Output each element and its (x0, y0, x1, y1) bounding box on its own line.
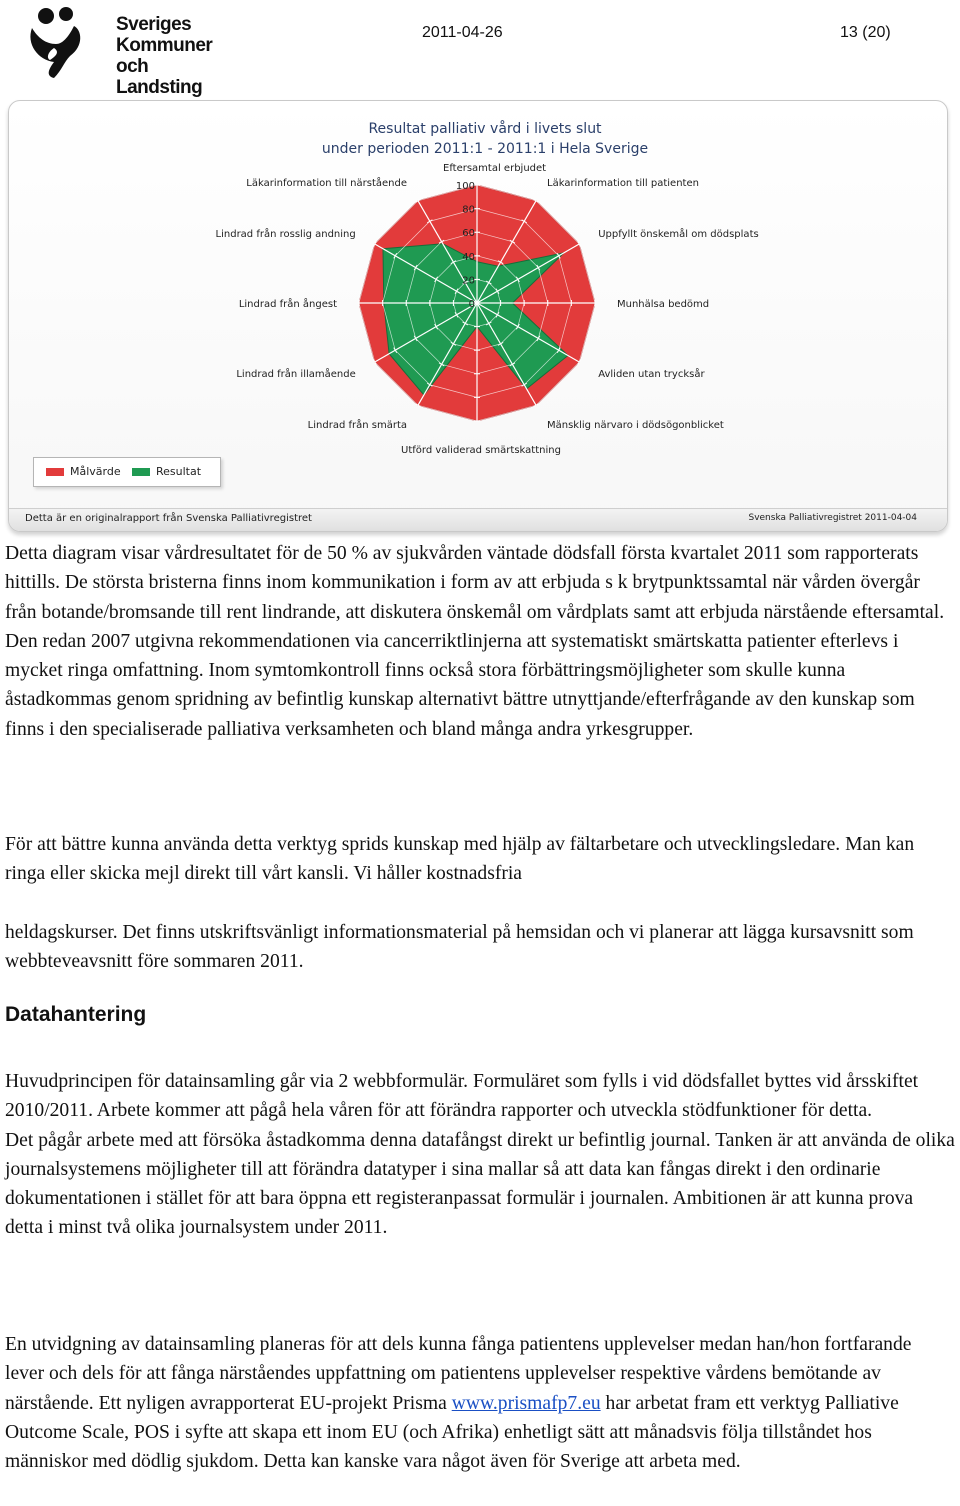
header-page-number: 13 (20) (840, 24, 891, 41)
category-label: Lindrad från smärta (307, 420, 407, 432)
chart-footer-date: Svenska Palliativregistret 2011-04-04 (748, 513, 917, 523)
category-label: Avliden utan trycksår (598, 369, 705, 380)
legend-label: Resultat (156, 465, 202, 478)
legend-label: Målvärde (70, 465, 121, 478)
legend-item-result (132, 465, 201, 478)
paragraph-text: heldagskurser. Det finns utskriftsvänligt informationsmaterial på hemsidan och vi planerar att lägga kursavsnitt som webbteveavsnitt före sommaren 2011. (5, 922, 914, 973)
paragraph-text-before: En utvidgning av datainsamling planeras för att dels kunna fånga patientens upplevelser medan han/hon fortfarande lever och dels för att fånga närståendes uppfattning om patientens upplevelser respektive vårdens bemötande av närstående. Ett nyligen avrapporterat EU-projekt Prisma (5, 1334, 912, 1414)
category-label: Lindrad från ångest (238, 299, 337, 310)
scale-tick-label: 40 (462, 251, 475, 263)
logo-line: och Landsting (116, 56, 203, 98)
scale-tick-label: 60 (462, 228, 475, 240)
scale-tick-label: 20 (462, 275, 475, 287)
category-label: Uppfyllt önskemål om dödsplats (598, 229, 759, 240)
category-label: Lindrad från rosslig andning (215, 229, 356, 240)
paragraph-expansion (5, 1330, 955, 1476)
chart-footer-source: Detta är en originalrapport från Svenska Palliativregistret (25, 513, 312, 524)
legend-swatch-target (46, 468, 64, 476)
chart-legend (33, 457, 221, 487)
paragraph-data-collection (5, 1067, 955, 1243)
paragraph-text: För att bättre kunna använda detta verktyg sprids kunskap med hjälp av fältarbetare och utvecklingsledare. Man kan ringa eller skicka mejl direkt till vårt kansli. Vi håller kostnadsfria (5, 834, 915, 885)
chart-footer (9, 508, 947, 531)
category-label: Läkarinformation till patienten (547, 177, 699, 189)
category-label: Utförd validerad smärtskattning (401, 445, 561, 456)
skl-logo-text (116, 14, 224, 98)
paragraph-text: Huvudprincipen för datainsamling går via 2 webbformulär. Formuläret som fylls i vid dödsfallet byttes vid årsskiftet 2010/2011. Arbete kommer att pågå hela våren för att förändra rapporter och utveckla stödfunktioner för detta. (5, 1071, 919, 1122)
skl-logo (24, 4, 224, 98)
category-label: Lindrad från illamående (236, 369, 356, 380)
category-label: Läkarinformation till närstående (246, 177, 407, 189)
paragraph-knowledge-spread (5, 830, 955, 889)
page-header (0, 0, 960, 98)
category-label: Mänsklig närvaro i dödsögonblicket (547, 420, 724, 432)
logo-line: Kommuner (116, 35, 213, 56)
legend-item-target (46, 465, 121, 478)
chart-panel (8, 100, 948, 532)
category-label: Eftersamtal erbjudet (443, 163, 547, 174)
category-label: Munhälsa bedömd (617, 299, 710, 310)
paragraph-text: Det pågår arbete med att försöka åstadkomma denna datafångst direkt ur befintlig journal. Tanken är att använda de olika journalsystemens möjligheter till att förändra datatyper i sina mallar så att data kan fångas direkt i den ordinarie dokumentationen i stället för att bara öppna ett registeranpassat formulär i journalen. Ambitionen är att kunna prova detta i minst två olika journalsystem under 2011. (5, 1129, 955, 1239)
paragraph-text-after: har arbetat fram ett verktyg Palliative Outcome Scale, POS i syfte att skapa ett inom EU (och Afrika) enhetligt sätt att månadsvis följa tillståndet hos människor med dödlig sjukdom. Detta kan kanske vara något även för Sverige att arbeta med. (5, 1392, 899, 1473)
scale-tick-label: 100 (455, 181, 475, 192)
scale-tick-label: 80 (462, 204, 475, 216)
skl-logo-icon (24, 4, 94, 78)
paragraph-chart-description (5, 539, 955, 744)
scale-tick-label: 0 (468, 299, 475, 310)
prisma-link[interactable]: www.prismafp7.eu (451, 1392, 601, 1414)
logo-line: Sveriges (116, 14, 192, 35)
legend-swatch-result (132, 468, 150, 476)
chart-subtitle: under perioden 2011:1 - 2011:1 i Hela Sverige (321, 141, 649, 157)
header-date: 2011-04-26 (422, 24, 503, 41)
paragraph-courses (5, 918, 955, 977)
paragraph-text (5, 1330, 955, 1476)
paragraph-text: Detta diagram visar vårdresultatet för de 50 % av sjukvården väntade dödsfall första kvartalet 2011 som rapporterats hittills. De största bristerna finns inom kommunikation i form av att erbjuda s k brytpunktssamtal när vården övergår från botande/bromsande till rent lindrande, att diskutera önskemål om vårdplats samt att erbjuda närstående eftersamtal. Den redan 2007 utgivna rekommendationen via cancerriktlinjerna att systematiskt smärtskatta patienter efterlevs i mycket ringa omfattning. Inom symtomkontroll finns också stora förbättringsmöjligheter som skulle kunna åstadkommas genom spridning av befintlig kunskap alternativt bättre utnyttjande/efterfrågande av den kunskap som finns i den specialiserade palliativa verksamheten och bland många andra yrkesgrupper. (5, 543, 945, 740)
chart-title: Resultat palliativ vård i livets slut (368, 121, 602, 137)
section-heading: Datahantering (5, 1003, 147, 1026)
